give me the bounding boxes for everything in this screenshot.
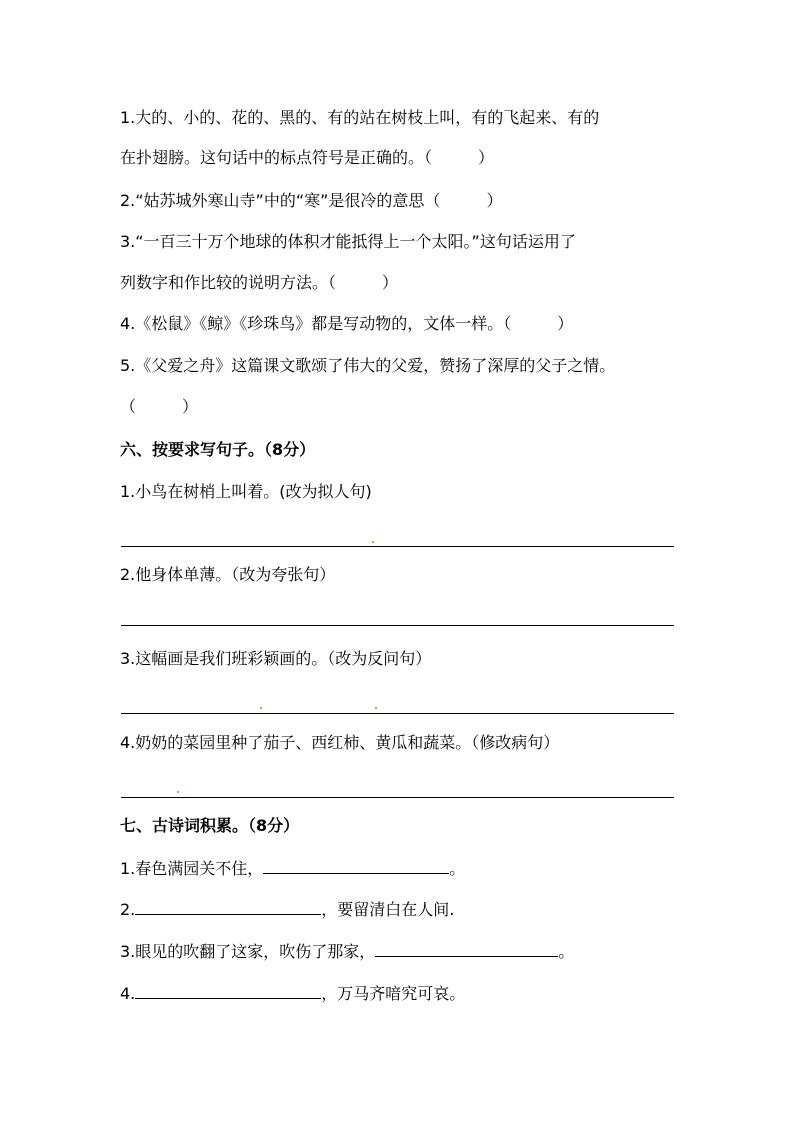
q2-text-line <box>120 191 502 211</box>
s7-q1-suffix: 。 <box>449 859 466 878</box>
s7-q4-blank[interactable] <box>135 983 321 999</box>
s7-q4-suffix: ，万马齐喑究可哀。 <box>321 984 466 1003</box>
q3-text-line2 <box>120 273 398 293</box>
speck-mark <box>372 541 374 543</box>
s6-q3-text: 3.这幅画是我们班彩颖画的。（改为反问句） <box>120 649 432 668</box>
q4-text-line <box>120 314 573 334</box>
s7-q1-prefix: 1.春色满园关不住， <box>120 859 264 878</box>
q3-paren-close: ） <box>382 273 399 292</box>
s6-q4-answer-line[interactable] <box>121 797 674 798</box>
s7-q4-prefix: 4. <box>120 984 136 1003</box>
q5-text-line2 <box>120 397 198 417</box>
s7-q2-prefix: 2. <box>120 900 136 919</box>
s7-q1-blank[interactable] <box>263 858 449 874</box>
q3-text-line1: 3.“一百三十万个地球的体积才能抵得上一个太阳。”这句话运用了 <box>120 232 576 251</box>
speck-mark <box>375 707 377 709</box>
q2-text: 2.“姑苏城外寒山寺”中的“寒”是很冷的意思（ <box>120 191 441 210</box>
s7-q2-line <box>120 899 454 920</box>
s7-q3-blank[interactable] <box>375 941 558 957</box>
s6-q3-answer-line[interactable] <box>121 713 674 714</box>
q2-paren-close: ） <box>486 191 503 210</box>
q4-paren-close: ） <box>557 314 574 333</box>
q3-text: 列数字和作比较的说明方法。（ <box>120 273 337 292</box>
q1-paren-close: ） <box>478 148 495 167</box>
s7-q1-line <box>120 858 465 879</box>
s7-q3-line <box>120 941 574 962</box>
speck-mark <box>260 707 262 709</box>
s7-q3-prefix: 3.眼见的吹翻了这家，吹伤了那家， <box>120 942 376 961</box>
q1-text-line1: 1.大的、小的、花的、黑的、有的站在树枝上叫，有的飞起来、有的 <box>120 108 600 127</box>
speck-mark <box>177 791 179 793</box>
q4-text: 4.《松鼠》《鲸》《珍珠鸟》都是写动物的，文体一样。（ <box>120 314 512 333</box>
s6-q2-answer-line[interactable] <box>121 625 674 626</box>
section7-heading: 七、古诗词积累。（8分） <box>120 816 300 835</box>
s6-q1-text: 1.小鸟在树梢上叫着。(改为拟人句) <box>120 482 372 501</box>
s7-q3-suffix: 。 <box>558 942 575 961</box>
s6-q1-answer-line[interactable] <box>121 546 674 547</box>
s7-q2-suffix: ，要留清白在人间. <box>321 900 455 919</box>
q1-text-line2 <box>120 148 494 168</box>
q5-text-line1: 5.《父爱之舟》这篇课文歌颂了伟大的父爱，赞扬了深厚的父子之情。 <box>120 356 616 375</box>
s7-q2-blank[interactable] <box>135 899 321 915</box>
s6-q2-text: 2.他身体单薄。（改为夸张句） <box>120 565 336 584</box>
s7-q4-line <box>120 983 465 1004</box>
q1-text: 在扑翅膀。这句话中的标点符号是正确的。（ <box>120 148 433 167</box>
q5-paren-close: ） <box>182 397 199 416</box>
s6-q4-text: 4.奶奶的菜园里种了茄子、西红柿、黄瓜和蔬菜。（修改病句） <box>120 733 560 752</box>
q5-paren-open: （ <box>120 397 137 416</box>
section6-heading: 六、按要求写句子。（8分） <box>120 440 316 459</box>
